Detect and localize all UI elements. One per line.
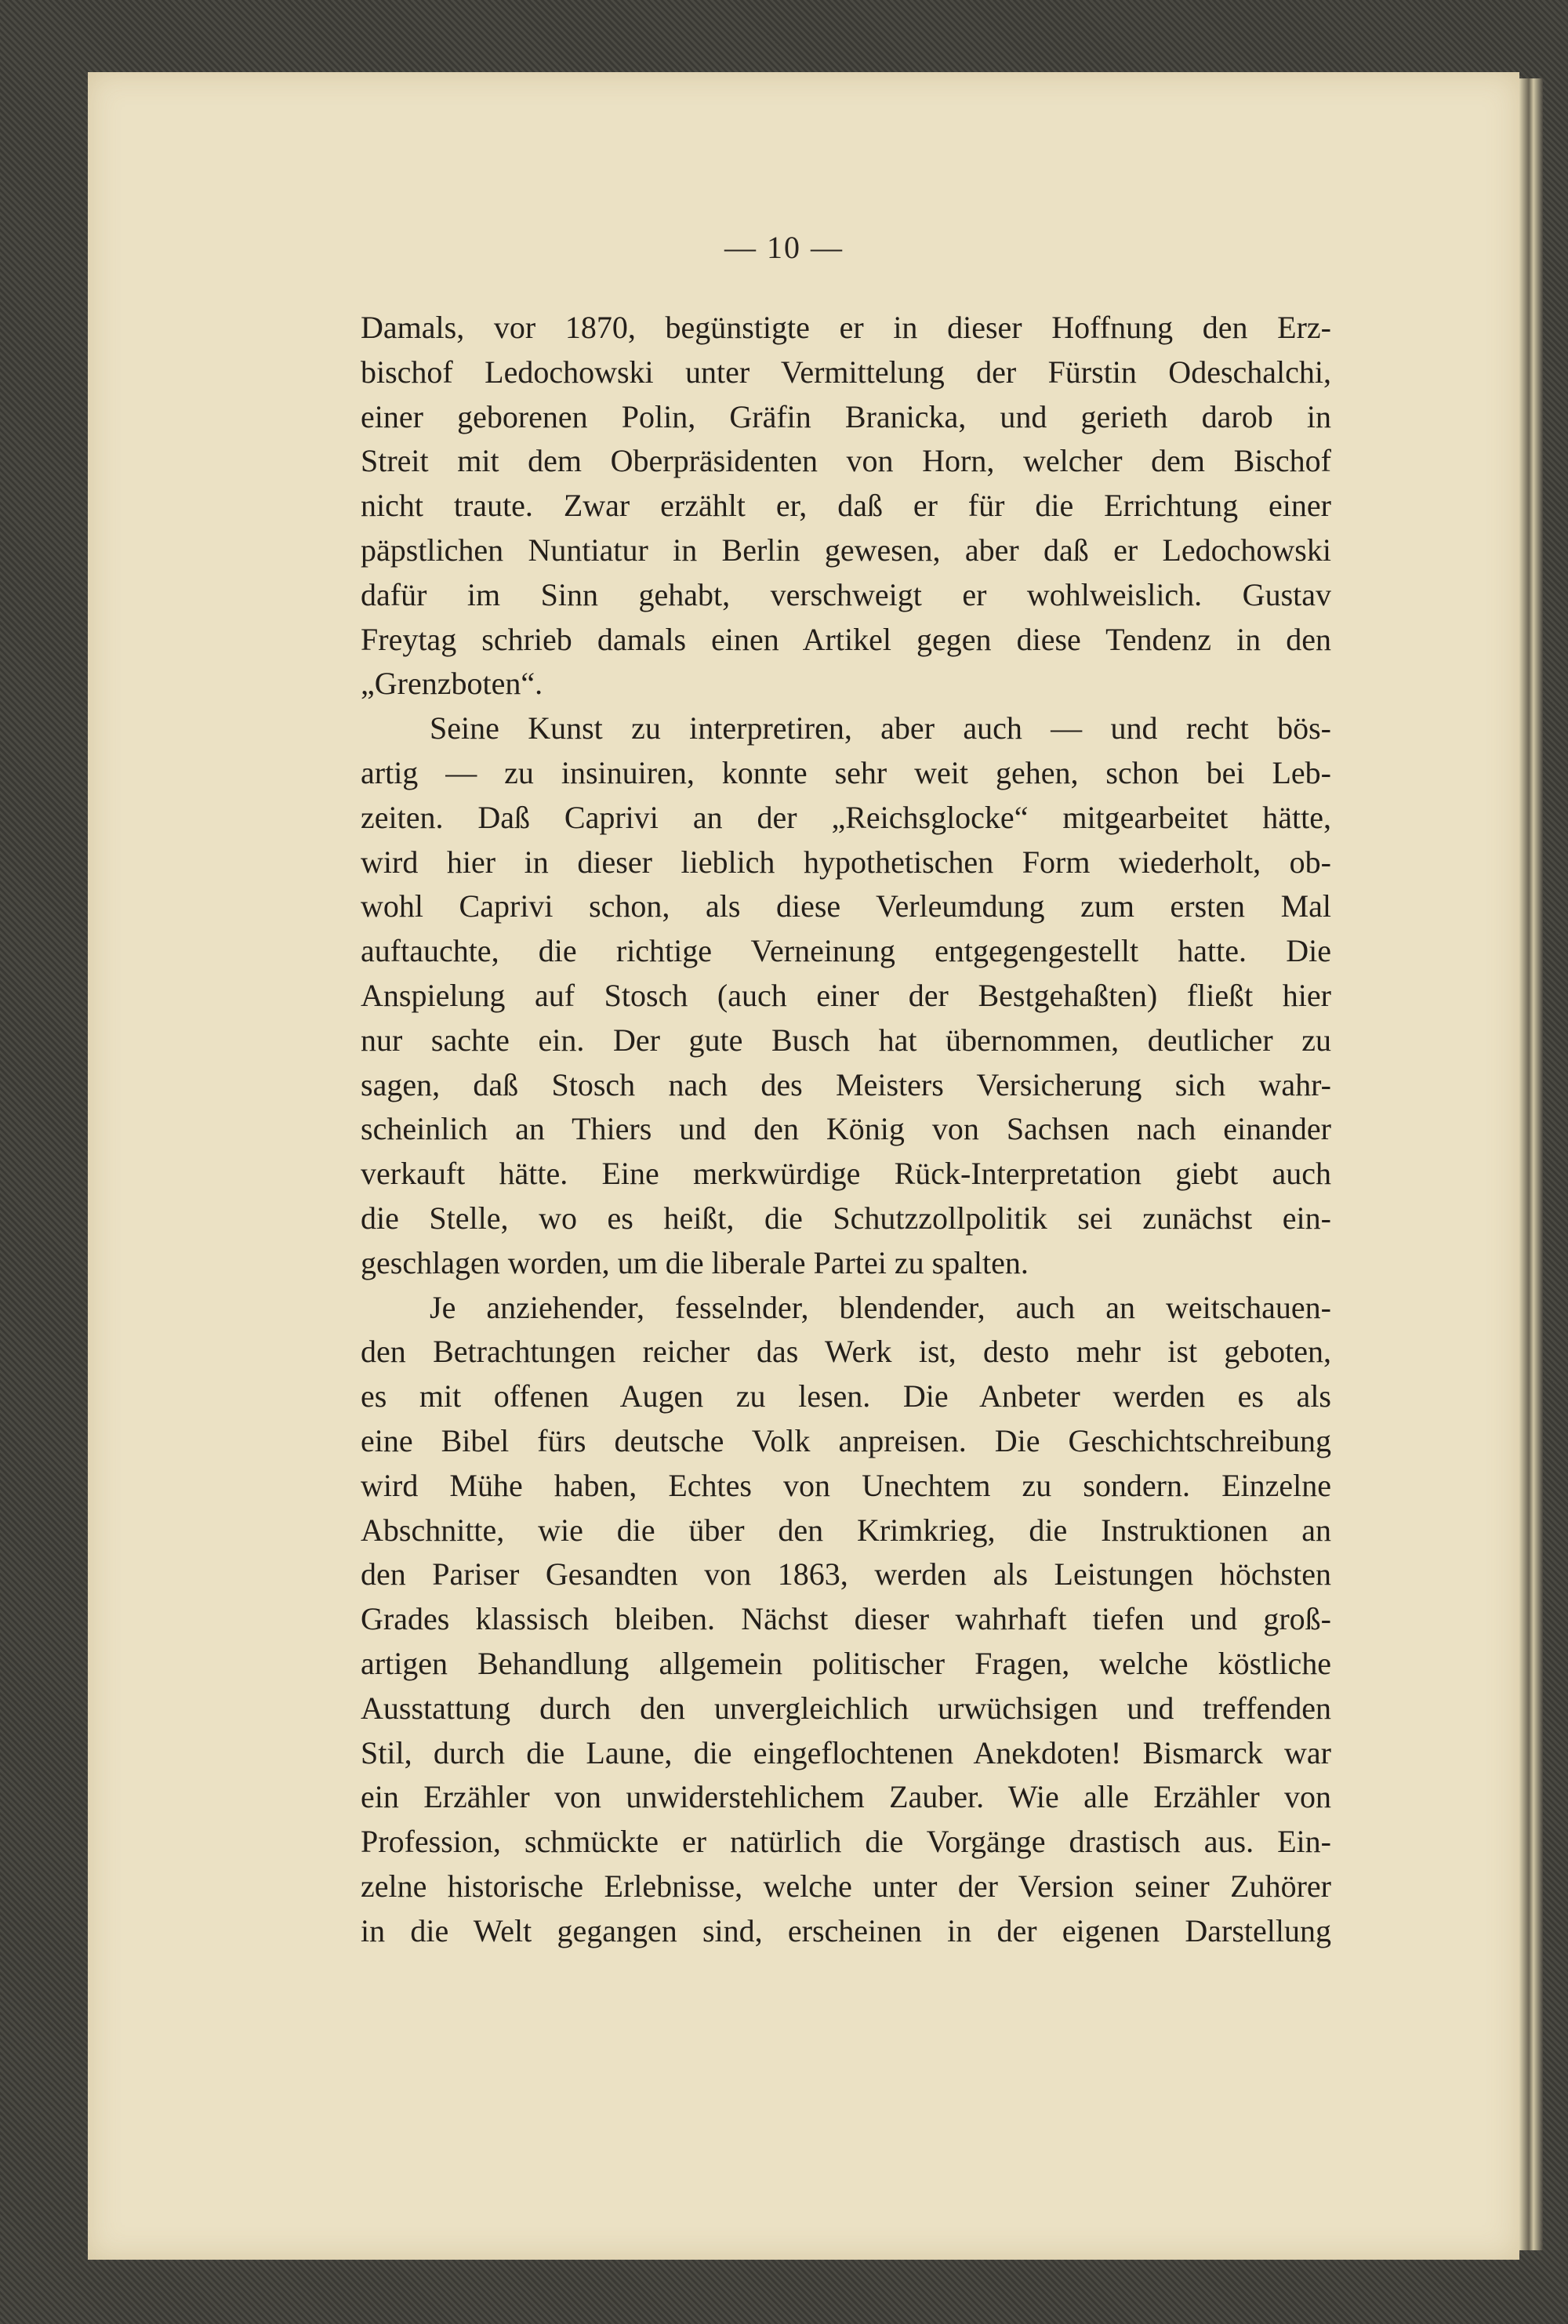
text-line: einer geborenen Polin, Gräfin Branicka, und gerieth darob in — [361, 398, 1331, 434]
text-line: Anspielung auf Stosch (auch einer der Bestgehaßten) fließt hier — [361, 977, 1331, 1013]
text-line: Abschnitte, wie die über den Krimkrieg, die Instruktionen an — [361, 1512, 1331, 1548]
text-line: Je anziehender, fesselnder, blendender, auch an weitschauen- — [430, 1289, 1331, 1325]
text-line: zelne historische Erlebnisse, welche unter der Version seiner Zuhörer — [361, 1868, 1331, 1904]
text-line: den Pariser Gesandten von 1863, werden als Leistungen höchsten — [361, 1556, 1331, 1592]
text-line: Damals, vor 1870, begünstigte er in dieser Hoffnung den Erz- — [361, 310, 1331, 345]
text-line: nicht traute. Zwar erzählt er, daß er für die Errichtung einer — [361, 488, 1331, 524]
text-line: Grades klassisch bleiben. Nächst dieser wahrhaft tiefen und groß- — [361, 1601, 1331, 1637]
text-line: verkauft hätte. Eine merkwürdige Rück-Interpretation giebt auch — [361, 1156, 1331, 1192]
text-line: sagen, daß Stosch nach des Meisters Versicherung sich wahr- — [361, 1066, 1331, 1102]
text-line: zeiten. Daß Caprivi an der „Reichsglocke“ mitgearbeitet hätte, — [361, 799, 1331, 835]
text-line: wird hier in dieser lieblich hypothetischen Form wiederholt, ob- — [361, 844, 1331, 880]
text-line: dafür im Sinn gehabt, verschweigt er wohlweislich. Gustav — [361, 576, 1331, 612]
text-line: artigen Behandlung allgemein politischer Fragen, welche köstliche — [361, 1645, 1331, 1681]
text-line: wird Mühe haben, Echtes von Unechtem zu sondern. Einzelne — [361, 1467, 1331, 1503]
text-line: Freytag schrieb damals einen Artikel gegen diese Tendenz in den — [361, 621, 1331, 657]
text-line: Ausstattung durch den unvergleichlich urwüchsigen und treffenden — [361, 1690, 1331, 1726]
text-line: wohl Caprivi schon, als diese Verleumdung zum ersten Mal — [361, 888, 1331, 924]
text-line: ein Erzähler von unwiderstehlichem Zauber. Wie alle Erzähler von — [361, 1779, 1331, 1815]
text-line: nur sachte ein. Der gute Busch hat übernommen, deutlicher zu — [361, 1022, 1331, 1058]
text-line: artig — zu insinuiren, konnte sehr weit gehen, schon bei Leb- — [361, 754, 1331, 790]
text-line: Profession, schmückte er natürlich die Vorgänge drastisch aus. Ein- — [361, 1824, 1331, 1860]
text-line: Seine Kunst zu interpretiren, aber auch — und recht bös- — [430, 710, 1331, 746]
text-line: päpstlichen Nuntiatur in Berlin gewesen, aber daß er Ledochowski — [361, 532, 1331, 568]
text-line: Streit mit dem Oberpräsidenten von Horn, welcher dem Bischof — [361, 443, 1331, 479]
text-line: scheinlich an Thiers und den König von Sachsen nach einander — [361, 1111, 1331, 1147]
text-line: den Betrachtungen reicher das Werk ist, desto mehr ist geboten, — [361, 1334, 1331, 1370]
text-line: es mit offenen Augen zu lesen. Die Anbeter werden es als — [361, 1378, 1331, 1414]
text-line: eine Bibel fürs deutsche Volk anpreisen. Die Geschichtschreibung — [361, 1422, 1331, 1458]
page-edges — [1519, 78, 1543, 2250]
text-line: die Stelle, wo es heißt, die Schutzzollpolitik sei zunächst ein- — [361, 1200, 1331, 1236]
body-text — [361, 306, 1331, 1953]
text-line: geschlagen worden, um die liberale Partei zu spalten. — [361, 1244, 1029, 1280]
page-number: — 10 — — [724, 230, 844, 265]
text-line: in die Welt gegangen sind, erscheinen in der eigenen Darstellung — [361, 1912, 1331, 1948]
text-line: „Grenzboten“. — [361, 666, 543, 702]
text-line: Stil, durch die Laune, die eingeflochtenen Anekdoten! Bismarck war — [361, 1734, 1331, 1770]
text-line: auftauchte, die richtige Verneinung entgegengestellt hatte. Die — [361, 933, 1331, 969]
text-line: bischof Ledochowski unter Vermittelung der Fürstin Odeschalchi, — [361, 354, 1331, 390]
